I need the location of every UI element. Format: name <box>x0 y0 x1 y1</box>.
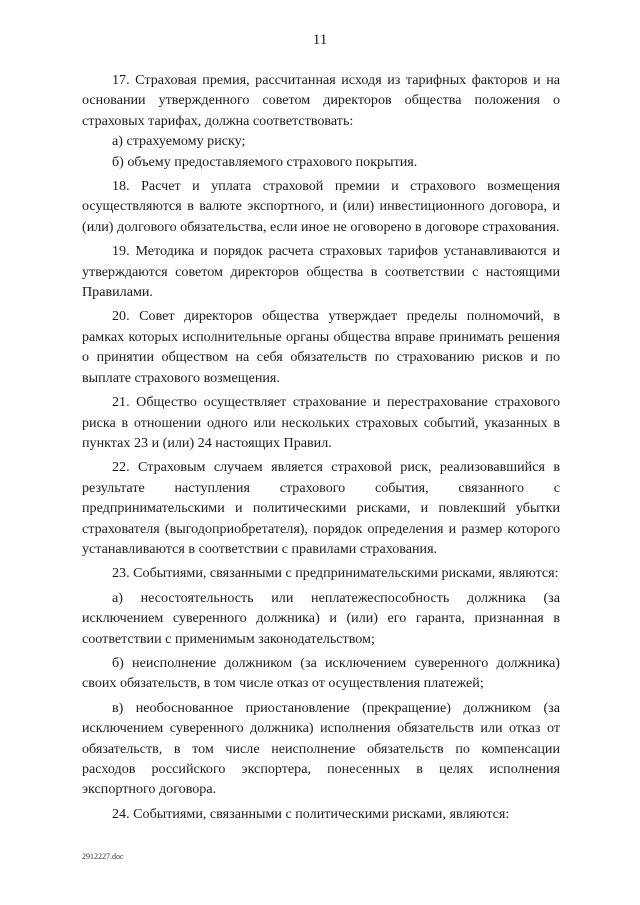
paragraph-24: 24. Событиями, связанными с политическими рисками, являются: <box>112 805 510 822</box>
paragraph-23-v: в) необоснованное приостановление (прекращение) должником (за исключением суверенного должника) исполнения обязательств или отказ от обязательств, в том числе неисполнение обязательств по компенсации расходов российского экспортера, понесенных в целях исполнения экспортного договора. <box>82 699 560 798</box>
paragraph-23-b: б) неисполнение должником (за исключением суверенного должника) своих обязательств, в том числе отказ от осуществления платежей; <box>82 654 560 692</box>
paragraph-23: 23. Событиями, связанными с предпринимательскими рисками, являются: <box>112 565 559 582</box>
footer-filename: 2912227.doc <box>82 852 124 861</box>
paragraph-18: 18. Расчет и уплата страховой премии и страхового возмещения осуществляются в валюте экспортного, и (или) инвестиционного договора, и (или) долгового обязательства, если иное не оговорено в договоре страхования. <box>82 178 560 235</box>
paragraph-23-a: а) несостоятельность или неплатежеспособность должника (за исключением суверенного должника) и (или) его гаранта, признанная в соответствии с применимым законодательством; <box>82 589 560 647</box>
paragraph-20: 20. Совет директоров общества утверждает пределы полномочий, в рамках которых исполнительные органы общества вправе принимать решения о принятии обществом на себя обязательств по страхованию рисков и по выплате страхового возмещения. <box>82 308 560 386</box>
paragraph-22: 22. Страховым случаем является страховой риск, реализовавшийся в результате наступления страхового события, связанного с предпринимательскими и политическими рисками, и повлекший убытки страхователя (выгодоприобретателя), порядок определения и размер которого устанавливаются в соответствии с правилами страхования. <box>82 459 560 557</box>
paragraph-17-b: б) объему предоставляемого страхового покрытия. <box>112 153 418 170</box>
paragraph-19: 19. Методика и порядок расчета страховых тарифов устанавливаются и утверждаются советом директоров общества в соответствии с настоящими Правилами. <box>82 243 560 301</box>
page-number: 11 <box>312 32 328 48</box>
paragraph-21: 21. Общество осуществляет страхование и перестрахование страхового риска в отношении одного или нескольких страховых событий, указанных в пунктах 23 и (или) 24 настоящих Правил. <box>82 394 560 451</box>
paragraph-17: 17. Страховая премия, рассчитанная исходя из тарифных факторов и на основании утвержденного советом директоров общества положения о страховых тарифах, должна соответствовать: <box>82 72 560 129</box>
document-body <box>82 70 560 824</box>
paragraph-17-a: а) страхуемому риску; <box>112 133 246 150</box>
